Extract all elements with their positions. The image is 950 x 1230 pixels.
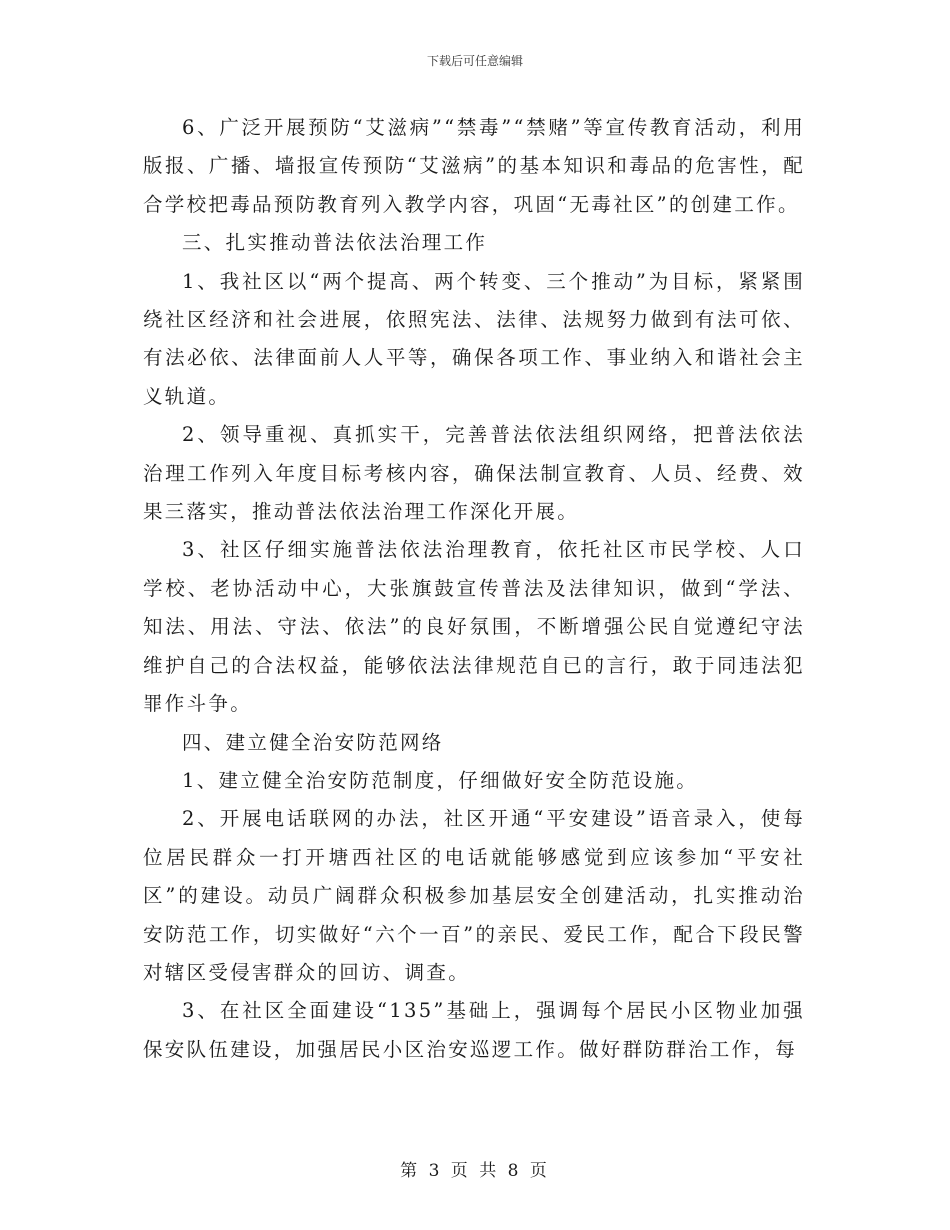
paragraph: 2、领导重视、真抓实干，完善普法依法组织网络，把普法依法治理工作列入年度目标考核内容，确保法制宣教育、人员、经费、效果三落实，推动普法依法治理工作深化开展。 xyxy=(143,423,805,524)
paragraph: 2、开展电话联网的办法，社区开通“平安建设”语音录入，使每位居民群众一打开塘西社区的电话就能够感觉到应该参加“平安社区”的建设。动员广阔群众积极参加基层安全创建活动，扎实推动治安防范工作，切实做好“六个一百”的亲民、爱民工作，配合下段民警对辖区受侵害群众的回访、调查。 xyxy=(143,807,805,984)
paragraph: 3、在社区全面建设“135”基础上，强调每个居民小区物业加强保安队伍建设，加强居民小区治安巡逻工作。做好群防群治工作，每 xyxy=(143,999,805,1061)
section-heading: 四、建立健全治安防范网络 xyxy=(182,730,444,754)
page-number-footer: 第 3 页 共 8 页 xyxy=(400,1161,550,1181)
paragraph: 1、建立健全治安防范制度，仔细做好安全防范设施。 xyxy=(182,768,699,792)
paragraph: 1、我社区以“两个提高、两个转变、三个推动”为目标，紧紧围绕社区经济和社会进展，依照宪法、法律、法规努力做到有法可依、有法必依、法律面前人人平等，确保各项工作、事业纳入和谐社会主义轨道。 xyxy=(143,269,805,408)
paragraph: 6、广泛开展预防“艾滋病”“禁毒”“禁赌”等宣传教育活动，利用版报、广播、墙报宣传预防“艾滋病”的基本知识和毒品的危害性，配合学校把毒品预防教育列入教学内容，巩固“无毒社区”的创建工作。 xyxy=(143,116,805,216)
paragraph: 3、社区仔细实施普法依法治理教育，依托社区市民学校、人口学校、老协活动中心，大张旗鼓宣传普法及法律知识，做到“学法、知法、用法、守法、依法”的良好氛围，不断增强公民自觉遵纪守法维护自己的合法权益，能够依法法律规范自已的言行，敢于同违法犯罪作斗争。 xyxy=(143,538,805,716)
page-header-note: 下载后可任意编辑 xyxy=(426,54,523,68)
section-heading: 三、扎实推动普法依法治理工作 xyxy=(182,231,488,255)
document-body xyxy=(143,109,805,1069)
